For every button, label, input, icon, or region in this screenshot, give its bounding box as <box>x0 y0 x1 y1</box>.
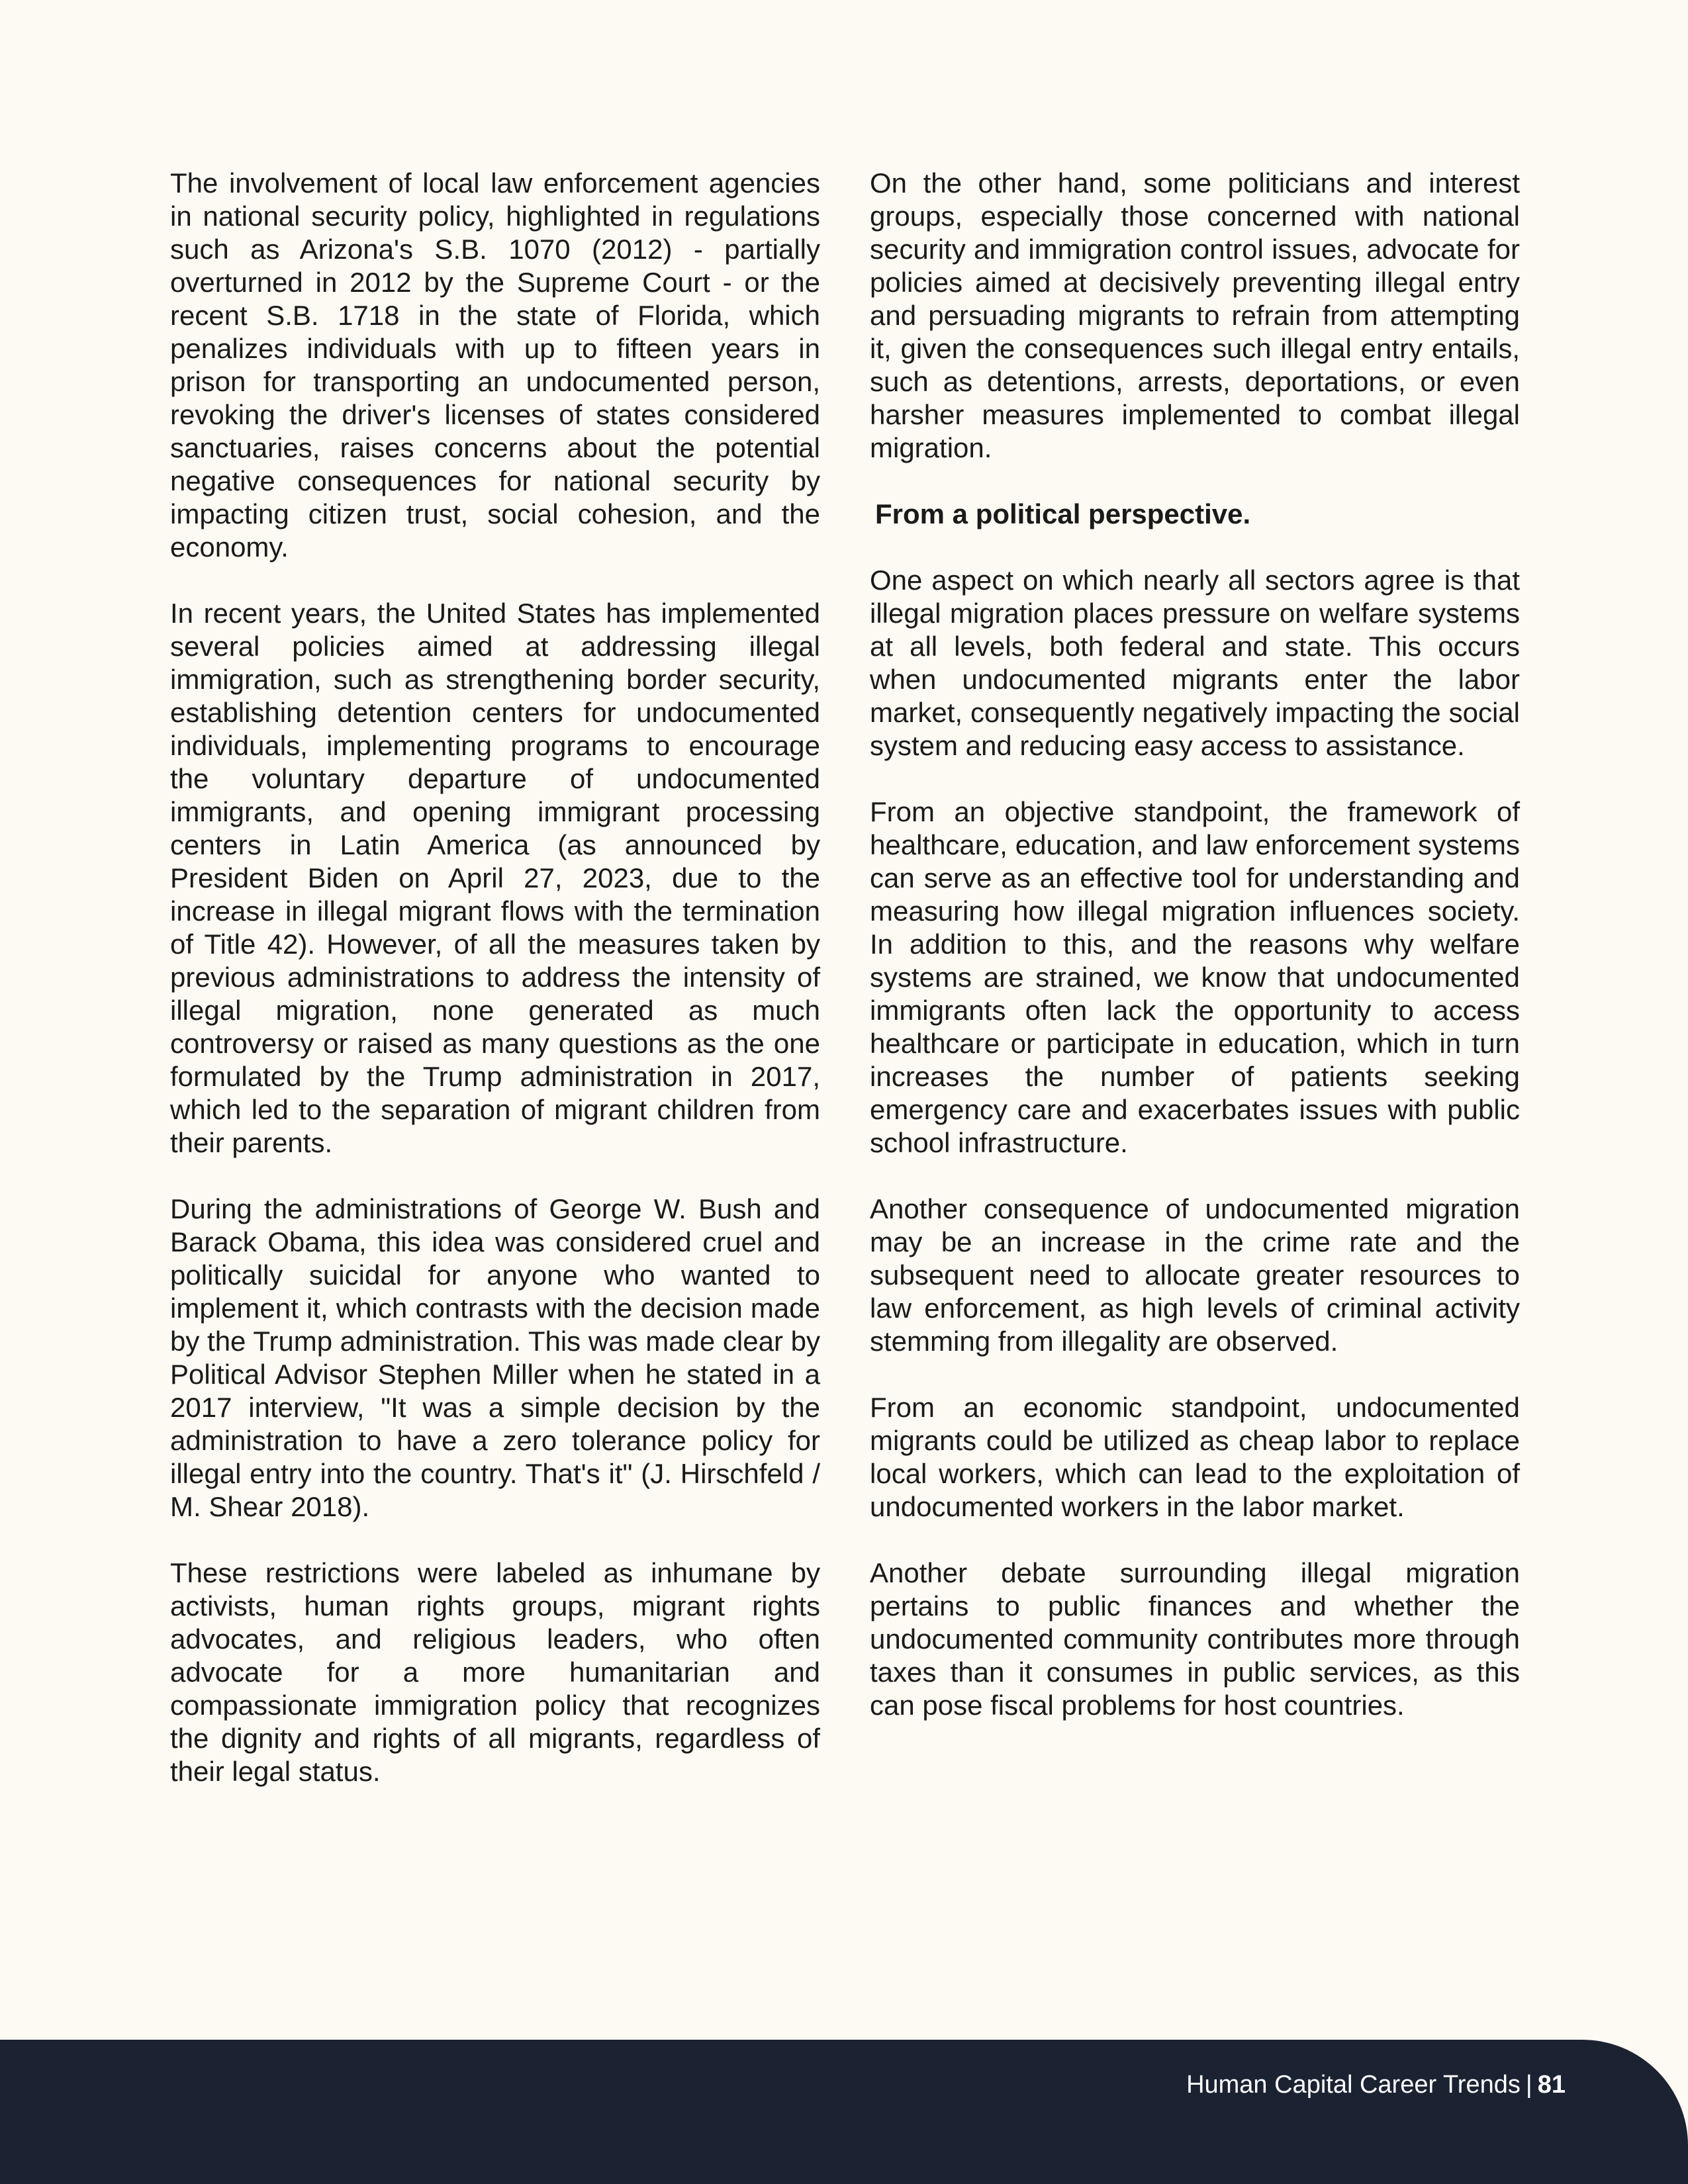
paragraph: One aspect on which nearly all sectors agree is that illegal migration places pressure on welfare systems at all levels, both federal and state. This occurs when undocumented migrants enter the labor market, consequently negatively impacting the social system and reducing easy access to assistance. <box>870 565 1520 761</box>
paragraph: Another consequence of undocumented migration may be an increase in the crime rate and the subsequent need to allocate greater resources to law enforcement, as high levels of criminal activity stemming from illegality are observed. <box>870 1193 1520 1357</box>
page-number: 81 <box>1537 2071 1566 2099</box>
paragraph: These restrictions were labeled as inhumane by activists, human rights groups, migrant rights advocates, and religious leaders, who often advocate for a more humanitarian and compassionate immigration policy that recognizes the dignity and rights of all migrants, regardless of their legal status. <box>170 1557 820 1787</box>
paragraph: On the other hand, some politicians and interest groups, especially those concerned with national security and immigration control issues, advocate for policies aimed at decisively preventing illegal entry and persuading migrants to refrain from attempting it, given the consequences such illegal entry entails, such as detentions, arrests, deportations, or even harsher measures implemented to combat illegal migration. <box>870 167 1520 463</box>
left-column <box>170 167 820 1821</box>
paragraph: Another debate surrounding illegal migration pertains to public finances and whether the undocumented community contributes more through taxes than it consumes in public services, as this can pose fiscal problems for host countries. <box>870 1557 1520 1721</box>
publication-title: Human Capital Career Trends <box>1186 2071 1521 2099</box>
paragraph: From an objective standpoint, the framework of healthcare, education, and law enforcement systems can serve as an effective tool for understanding and measuring how illegal migration influences society. In addition to this, and the reasons why welfare systems are strained, we know that undocumented immigrants often lack the opportunity to access healthcare or participate in education, which in turn increases the number of patients seeking emergency care and exacerbates issues with public school infrastructure. <box>870 796 1520 1158</box>
page-footer <box>0 2040 1688 2184</box>
paragraph: The involvement of local law enforcement agencies in national security policy, highlighted in regulations such as Arizona's S.B. 1070 (2012) - partially overturned in 2012 by the Supreme Court - or the recent S.B. 1718 in the state of Florida, which penalizes individuals with up to fifteen years in prison for transporting an undocumented person, revoking the driver's licenses of states considered sanctuaries, raises concerns about the potential negative consequences for national security by impacting citizen trust, social cohesion, and the economy. <box>170 167 820 563</box>
paragraph: In recent years, the United States has implemented several policies aimed at addressing illegal immigration, such as strengthening border security, establishing detention centers for undocumented individuals, implementing programs to encourage the voluntary departure of undocumented immigrants, and opening immigrant processing centers in Latin America (as announced by President Biden on April 27, 2023, due to the increase in illegal migrant flows with the termination of Title 42). However, of all the measures taken by previous administrations to address the intensity of illegal migration, none generated as much controversy or raised as many questions as the one formulated by the Trump administration in 2017, which led to the separation of migrant children from their parents. <box>170 598 820 1158</box>
paragraph: From an economic standpoint, undocumented migrants could be utilized as cheap labor to replace local workers, which can lead to the exploitation of undocumented workers in the labor market. <box>870 1392 1520 1522</box>
footer-text <box>1186 2070 1566 2099</box>
right-column <box>870 167 1520 1755</box>
footer-separator: | <box>1525 2071 1532 2099</box>
paragraph: During the administrations of George W. Bush and Barack Obama, this idea was considered cruel and politically suicidal for anyone who wanted to implement it, which contrasts with the decision made by the Trump administration. This was made clear by Political Advisor Stephen Miller when he stated in a 2017 interview, "It was a simple decision by the administration to have a zero tolerance policy for illegal entry into the country. That's it" (J. Hirschfeld / M. Shear 2018). <box>170 1193 820 1522</box>
section-heading: From a political perspective. <box>875 498 1251 529</box>
